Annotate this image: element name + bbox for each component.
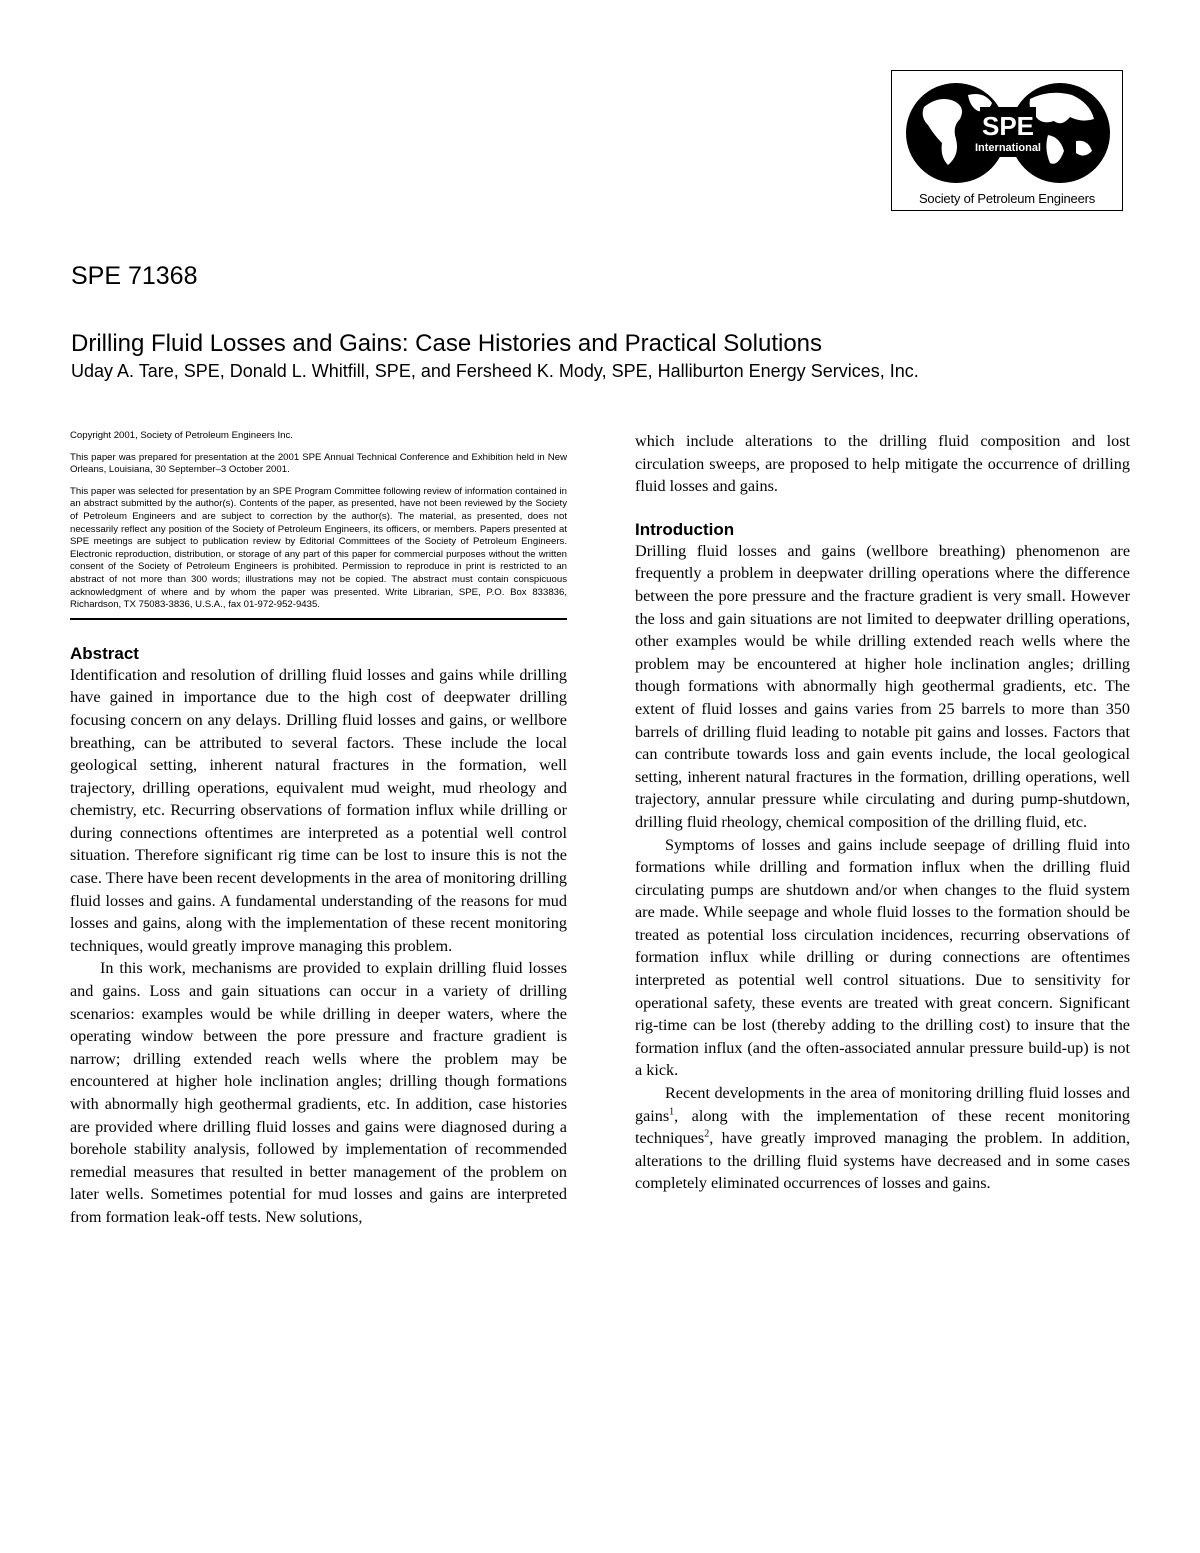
presentation-notice: This paper was prepared for presentation at the 2001 SPE Annual Technical Conference and Exhibition held in New Orleans, Louisiana, 30 September–3 October 2001. [70,451,567,476]
intro-p3-part-b: , along with the implementation of these recent monitoring techniques [635,1106,1130,1148]
globe-logo-icon [904,77,1112,189]
introduction-heading: Introduction [635,519,735,539]
selection-notice: This paper was selected for presentation by an SPE Program Committee following review of information contained in an abstract submitted by the author(s). Contents of the paper, as presented, have not been reviewed by the Society of Petroleum Engineers and are subject to correction by the author(s). The material, as presented, does not necessarily reflect any position of the Society of Petroleum Engineers, its officers, or members. Papers presented at SPE meetings are subject to publication review by Editorial Committees of the Society of Petroleum Engineers. Electronic reproduction, distribution, or storage of any part of this paper for commercial purposes without the written consent of the Society of Petroleum Engineers is prohibited. Permission to reproduce in print is restricted to an abstract of not more than 300 words; illustrations may not be copied. The abstract must contain conspicuous acknowledgment of where and by whom the paper was presented. Write Librarian, SPE, P.O. Box 833836, Richardson, TX 75083-3836, U.S.A., fax 01-972-952-9435. [70,485,567,611]
reference-marker-2: 2 [704,1128,710,1140]
paper-title: Drilling Fluid Losses and Gains: Case Histories and Practical Solutions [71,330,823,357]
paper-number: SPE 71368 [71,262,198,290]
introduction-paragraph-3 [635,1082,1130,1195]
logo-sub-text: International [974,142,1042,154]
introduction-paragraph-2: Symptoms of losses and gains include seepage of drilling fluid into formations while drilling and formation influx when the drilling fluid circulating pumps are shutdown and/or when changes to the fluid system are made. While seepage and whole fluid losses to the formation should be treated as potential loss circulation incidences, recurring observations of formation influx while drilling or during connections are oftentimes interpreted as potential well control situations. Due to sensitivity for operational safety, these events are treated with great concern. Significant rig-time can be lost (thereby adding to the drilling cost) to insure that the formation influx (and the often-associated annular pressure build-up) is not a kick. [635,835,1130,1080]
paper-authors: Uday A. Tare, SPE, Donald L. Whitfill, SPE, and Fersheed K. Mody, SPE, Halliburton Energy Services, Inc. [71,361,919,381]
divider-rule [70,618,567,620]
logo-badge-text: SPE [981,111,1035,141]
intro-p3-part-c: , have greatly improved managing the problem. In addition, alterations to the drilling fluid systems have decreased and in some cases completely eliminated occurrences of losses and gains. [635,1129,1130,1193]
abstract-paragraph-1: Identification and resolution of drilling fluid losses and gains while drilling have gained in importance due to the high cost of deepwater drilling focusing concern on any delays. Drilling fluid losses and gains, or wellbore breathing, can be attributed to several factors. These include the local geological setting, inherent natural fractures in the formation, well trajectory, drilling operations, equivalent mud weight, mud rheology and chemistry, etc. Recurring observations of formation influx while drilling or during connections oftentimes are interpreted as a potential well control situation. Therefore significant rig time can be lost to insure this is not the case. There have been recent developments in the area of monitoring drilling fluid losses and gains. A fundamental understanding of the reasons for mud losses and gains, along with the implementation of these recent monitoring techniques, would greatly improve managing this problem. [70,665,567,955]
abstract-paragraph-2: In this work, mechanisms are provided to explain drilling fluid losses and gains. Loss and gain situations can occur in a variety of drilling scenarios: examples would be while drilling in deeper waters, where the operating window between the pore pressure and fracture gradient is narrow; drilling extended reach wells where the problem may be encountered at higher hole inclination angles; drilling though formations with abnormally high geothermal gradients, etc. In addition, case histories are provided where drilling fluid losses and gains were diagnosed during a borehole stability analysis, followed by implementation of recommended remedial measures that resulted in better management of the problem on later wells. Sometimes potential for mud losses and gains are interpreted from formation leak-off tests. New solutions, [70,959,567,1226]
abstract-continued: which include alterations to the drilling fluid composition and lost circulation sweeps, are proposed to help mitigate the occurrence of drilling fluid losses and gains. [635,432,1130,496]
abstract-heading: Abstract [70,643,139,663]
right-column [635,430,1130,1195]
reference-marker-1: 1 [669,1106,675,1118]
spe-logo [891,70,1123,211]
copyright-notice: Copyright 2001, Society of Petroleum Engineers Inc. [70,430,293,441]
introduction-paragraph-1: Drilling fluid losses and gains (wellbore breathing) phenomenon are frequently a problem in deepwater drilling operations where the difference between the pore pressure and the fracture gradient is very small. However the loss and gain situations are not limited to deepwater drilling operations, other examples would be while drilling extended reach wells where the problem may be encountered at higher hole inclination angles; drilling though formations with abnormally high geothermal gradients, etc. The extent of fluid losses and gains varies from 25 barrels to more than 350 barrels of drilling fluid leading to notable pit gains and losses. Factors that can contribute towards loss and gain events include, the local geological setting, inherent natural fractures in the formation, drilling operations, well trajectory, annular pressure while circulating and during pump-shutdown, drilling fluid rheology, chemical composition of the drilling fluid, etc. [635,541,1130,831]
left-column [70,430,567,1229]
intro-p3-part-a: Recent developments in the area of monitoring drilling fluid losses and gains [635,1084,1130,1125]
logo-caption: Society of Petroleum Engineers [918,191,1096,206]
